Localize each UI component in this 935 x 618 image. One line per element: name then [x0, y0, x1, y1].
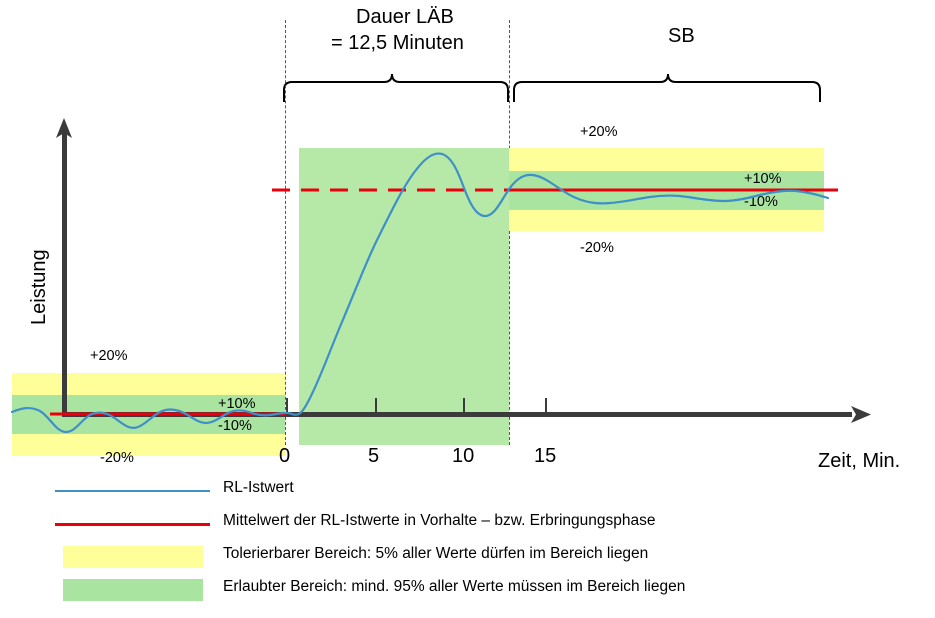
legend-item-rl-istwert — [55, 478, 855, 511]
post-plus10-label: +10% — [744, 171, 782, 187]
legend-label-erlaubt: Erlaubter Bereich: mind. 95% aller Werte müssen im Bereich liegen — [223, 578, 686, 595]
post-minus10-label: -10% — [744, 194, 778, 210]
pre-plus20-label: +20% — [90, 348, 128, 364]
legend-key-swatch-yellow — [55, 544, 210, 570]
rl-istwert-curve — [12, 154, 828, 432]
pre-minus20-label: -20% — [100, 450, 134, 466]
post-minus20-label: -20% — [580, 240, 614, 256]
phase-laeb-label-line1: Dauer LÄB — [356, 6, 454, 28]
pre-minus10-label: -10% — [218, 418, 252, 434]
legend-item-mittelwert — [55, 511, 855, 544]
legend-key-swatch-green — [55, 577, 210, 603]
x-tick-label-10: 10 — [452, 445, 475, 467]
phase-laeb-label-line2: = 12,5 Minuten — [331, 32, 464, 54]
x-tick-label-5: 5 — [368, 445, 380, 467]
legend-label-mittelwert: Mittelwert der RL-Istwerte in Vorhalte – bzw. Erbringungsphase — [223, 512, 656, 529]
y-axis-title: Leistung — [28, 249, 50, 325]
x-tick-label-15: 15 — [534, 445, 557, 467]
x-tick-label-0: 0 — [279, 445, 291, 467]
chart-legend — [55, 478, 855, 610]
pre-plus10-label: +10% — [218, 396, 256, 412]
legend-item-erlaubt — [55, 577, 855, 610]
phase-sb-label: SB — [668, 25, 695, 47]
legend-label-tolerierbar: Tolerierbarer Bereich: 5% aller Werte dürfen im Bereich liegen — [223, 545, 649, 562]
legend-item-tolerierbar — [55, 544, 855, 577]
legend-key-line-red — [55, 511, 210, 537]
legend-key-line-blue — [55, 478, 210, 504]
x-axis-title: Zeit, Min. — [818, 450, 901, 472]
legend-label-rl-istwert: RL-Istwert — [223, 479, 294, 496]
post-plus20-label: +20% — [580, 124, 618, 140]
